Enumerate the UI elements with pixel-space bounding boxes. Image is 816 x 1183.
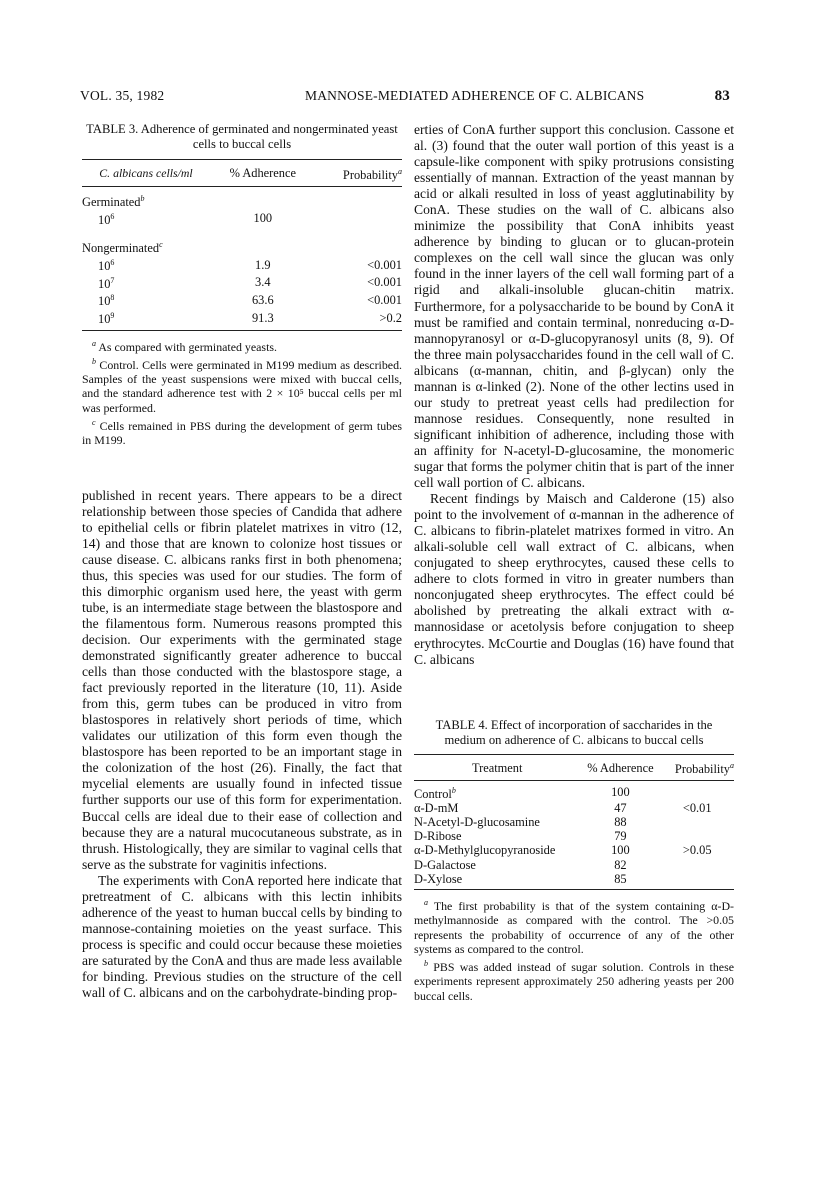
running-title: MANNOSE-MEDIATED ADHERENCE OF C. ALBICANS xyxy=(305,88,645,103)
table-row: $10^6$ 1.9 <0.001 xyxy=(98,257,402,274)
right-paragraph-1: erties of ConA further support this conclusion. Cassone et al. (3) found that the outer wall portion of this yeast is a capsule-like component with spiky protrusions consisting essentially of mannan. Extraction of the yeast mannan by acid or alkali resulted in loss of yeast agglutinability by ConA. These studies on the wall of C. albicans also minimize the possibility that ConA inhibits yeast adherence by binding to glucan or to glucan-protein complexes on the cell wall since the glucan was only found in the inner layers of the cell wall forming part of a rigid and alkali-insoluble glucan-chitin matrix. Furthermore, for a polysaccharide to be bound by ConA it must be ramified and contain terminal, nonreducing α-D-mannopyranosyl or α-D-glucopyranosyl units (8, 9). Of the three main polysaccharides found in the cell wall of C. albicans (α-mannan, chitin, and β-glycan) only the mannan is α-linked (2). None of the other lectins used in our study to pretreat yeast cells had predilection for mannose residues. Consequently, none resulted in significant inhibition of adherence, including those with an affinity for N-acetyl-D-glucosamine, the monomeric sugar that forms the polymer chitin that is part of the inner cell wall portion of C. albicans. xyxy=(414,122,734,491)
journal-volume: VOL. 35, 1982 xyxy=(80,88,165,103)
table4-grid xyxy=(414,754,734,890)
table-row: D-Xylose 85 xyxy=(414,872,734,890)
table-row: D-Ribose 79 xyxy=(414,829,627,844)
table3-grid xyxy=(82,159,402,331)
table4-footnote-b: $^b$ PBS was added instead of sugar solution. Controls in these experiments represent approximately 250 adhering yeasts per 200 buccal cells. xyxy=(414,959,734,1003)
table3-group-germinated: Germinated$^b$ xyxy=(82,194,145,210)
table4 xyxy=(414,718,734,1003)
running-header xyxy=(80,88,730,106)
table4-footnotes xyxy=(414,896,734,1003)
page-number: 83 xyxy=(714,88,730,104)
table-row: $10^7$ 3.4 <0.001 xyxy=(98,275,402,291)
table4-header-adherence: % Adherence xyxy=(580,755,660,780)
left-column xyxy=(82,122,402,1001)
left-paragraph-2: The experiments with ConA reported here indicate that pretreatment of C. albicans with this lectin inhibits adherence of the yeast to human buccal cells by binding to mannose-containing moieties on the yeast surface. This process is specific and could occur because these moieties are saturated by the ConA and thus are made less available for binding. Previous studies on the structure of the cell wall of C. albicans and on the carbohydrate-binding prop- xyxy=(82,872,402,1001)
right-column xyxy=(414,122,734,1004)
table3-footnote-c: $^c$ Cells remained in PBS during the development of germ tubes in M199. xyxy=(82,418,402,448)
table4-header-probability: Probability$^a$ xyxy=(660,755,734,780)
table4-header-treatment: Treatment xyxy=(414,755,580,780)
table3-footnotes xyxy=(82,337,402,448)
table3-header-adherence: % Adherence xyxy=(210,159,316,187)
table3-footnote-a: $^a$ As compared with germinated yeasts. xyxy=(92,338,277,354)
table3-footnote-b: $^b$ Control. Cells were germinated in M199 medium as described. Samples of the yeast suspensions were mixed with buccal cells, and the standard adherence test with 2 × 10⁵ buccal cells per ml was performed. xyxy=(82,356,402,415)
table-row: Control$^b$ 100 xyxy=(414,785,630,801)
table3-header-cells: C. albicans cells/ml xyxy=(82,159,210,187)
table-row: α-D-Methylglucopyranoside 100 >0.05 xyxy=(414,843,712,858)
table-row: $10^6$ 100 xyxy=(98,211,273,227)
table3-caption: TABLE 3. Adherence of germinated and nongerminated yeast cells to buccal cells xyxy=(86,122,398,152)
table3-header-probability: Probability$^a$ xyxy=(316,159,402,187)
table4-footnote-a: $^a$ The first probability is that of the system containing α-D-methylmannoside as compared with the control. The >0.05 represents the probability of occurrence of any of the other systems as compared to the control. xyxy=(414,898,734,956)
table-row: N-Acetyl-D-glucosamine 88 xyxy=(414,815,627,830)
table-row: D-Galactose 82 xyxy=(414,857,627,872)
table3 xyxy=(82,122,402,448)
table4-caption: TABLE 4. Effect of incorporation of saccharides in the medium on adherence of C. albicans to buccal cells xyxy=(435,717,713,747)
left-body xyxy=(82,488,402,1002)
table-row: $10^9$ 91.3 >0.2 xyxy=(82,309,402,330)
left-paragraph-1: published in recent years. There appears to be a direct relationship between those species of Candida that adhere to epithelial cells or fibrin platelet matrixes in vitro (12, 14) and those that are known to colonize host tissues or cause disease. C. albicans ranks first in both phenomena; thus, this species was used for our studies. The form of this dimorphic organism used here, the yeast with germ tube, is an intermediate stage between the blastospore and the filamentous form. Numerous reasons prompted this decision. Our experiments with the germinated stage demonstrated significantly greater adherence to buccal cells than those conducted with the blastospore stage, a fact previously reported in the literature (10, 11). Aside from this, germ tubes can be produced in vitro from blastospores in relatively short periods of time, which validates our utilization of this form even though the blastospore has been reported to be an important stage in the colonization of the host (26). Finally, the fact that mycelial elements are usually found in infected tissue further supports our use of this form for experimentation. Buccal cells are ideal due to their ease of collection and because they are a natural mucocutaneous substrate, as in thrush. Histologically, they are similar to vaginal cells that serve as the substrate for vaginitis infections. xyxy=(82,487,402,872)
table-row: $10^8$ 63.6 <0.001 xyxy=(98,292,402,309)
table3-group-nongerminated: Nongerminated$^c$ xyxy=(82,240,163,256)
table-row: α-D-mM 47 <0.01 xyxy=(414,800,712,815)
right-paragraph-2: Recent findings by Maisch and Calderone (15) also point to the involvement of α-mannan in the adherence of C. albicans to fibrin-platelet matrixes formed in vitro. An alkali-soluble cell wall extract of C. albicans, when conjugated to sheep erythrocytes, caused these cells to adhere to clots formed in vitro in greater numbers than nonconjugated sheep erythrocytes. The effect could bé abolished by pretreating the alkali extract with α-mannosidase or acetolysis before conjugation to sheep erythrocytes. McCourtie and Douglas (16) have found that C. albicans xyxy=(414,491,734,667)
